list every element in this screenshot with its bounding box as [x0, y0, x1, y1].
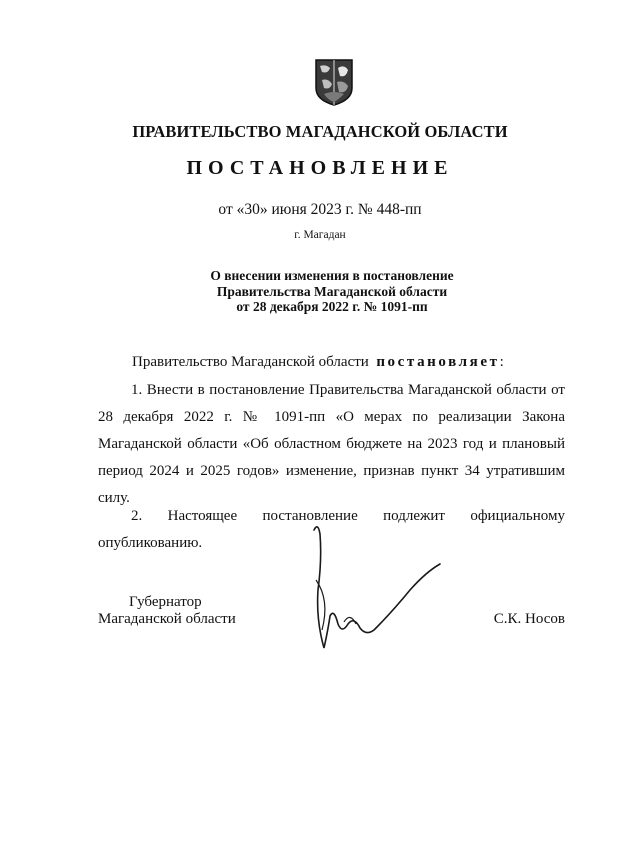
subject-line: Правительства Магаданской области	[216, 283, 448, 299]
coat-of-arms-icon	[314, 58, 354, 106]
paragraph-2-line-1: 2. Настоящее постановление подлежит официальному	[131, 508, 565, 524]
preamble-colon: :	[499, 354, 504, 370]
paragraph-2-line-2: опубликованию.	[98, 535, 203, 551]
subject-line: О внесении изменения в постановление	[210, 268, 454, 283]
organization-title: ПРАВИТЕЛЬСТВО МАГАДАНСКОЙ ОБЛАСТИ	[132, 122, 508, 141]
paragraph-1: 1. Внести в постановление Правительства Магаданской области от 28 декабря 2022 г. № 1091-пп «О мерах по реализации Закона Магаданской области «Об областном бюджете на 2023 год и плановый период 2024 и 2025 годов» изменение, признав пункт 34 утратившим силу.	[98, 382, 565, 506]
preamble-prefix: Правительство Магаданской области	[132, 354, 369, 370]
signatory-title	[98, 594, 236, 628]
document-type: ПОСТАНОВЛЕНИЕ	[186, 157, 454, 179]
handwritten-signature	[300, 520, 450, 655]
document-date-number: от «30» июня 2023 г. № 448-пп	[218, 201, 422, 218]
signatory-title-line-1: Губернатор	[129, 594, 202, 610]
preamble	[132, 354, 565, 371]
document-city: г. Магадан	[294, 229, 346, 241]
signatory-name: С.К. Носов	[493, 611, 565, 627]
signatory-title-line-2: Магаданской области	[98, 611, 236, 627]
preamble-verb: постановляет	[376, 354, 500, 370]
subject-line: от 28 декабря 2022 г. № 1091-пп	[236, 299, 428, 314]
document-subject	[0, 268, 640, 315]
